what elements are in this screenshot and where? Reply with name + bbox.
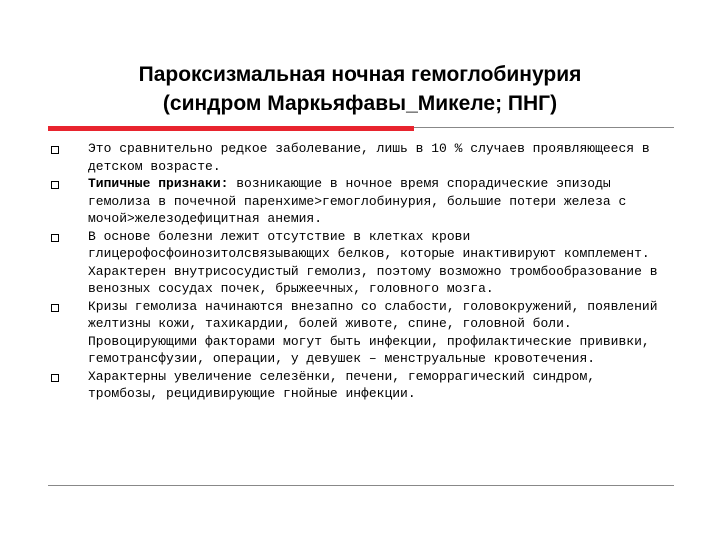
- bullet-text: Это сравнительно редкое заболевание, лишь в 10 % случаев проявляющееся в детском возрасте.: [88, 141, 650, 174]
- bullet-list: [48, 140, 668, 403]
- hollow-square-bullet-icon: [51, 181, 59, 189]
- list-item: [48, 140, 668, 175]
- list-item: [48, 228, 668, 298]
- bullet-text: В основе болезни лежит отсутствие в клетках крови глицерофосфоинозитолсвязывающих белков, которые инактивируют комплемент. Характерен внутрисосудистый гемолиз, поэтому возможно тромбообразование в венозных сосудах почек, брыжеечных, головного мозга.: [88, 228, 658, 296]
- list-item: [48, 175, 668, 228]
- red-accent-bar: [48, 126, 414, 131]
- list-item: [48, 368, 668, 403]
- bullet-text: Характерны увеличение селезёнки, печени, геморрагический синдром, тромбозы, рецидивирующие гнойные инфекции.: [88, 368, 596, 401]
- list-item: [48, 298, 668, 368]
- bottom-divider: [48, 485, 674, 486]
- slide-title-line1: Пароксизмальная ночная гемоглобинурия: [138, 63, 582, 86]
- bullet-text: возникающие в ночное время спорадические эпизоды гемолиза в почечной паренхиме>гемоглобинурия, большие потери железа с мочой>железодефицитная анемия.: [88, 176, 627, 226]
- slide-title-line2: (синдром Маркьяфавы_Микеле; ПНГ): [162, 92, 558, 115]
- slide-title: [60, 60, 660, 118]
- bullet-text: Кризы гемолиза начинаются внезапно со слабости, головокружений, появлений желтизны кожи, тахикардии, болей животе, спине, головной боли. Провоцирующими факторами могут быть инфекции, профилактические прививки, гемотрансфузии, операции, у девушек – менструальные кровотечения.: [88, 298, 658, 366]
- hollow-square-bullet-icon: [51, 304, 59, 312]
- hollow-square-bullet-icon: [51, 234, 59, 242]
- bullet-lead: Типичные признаки:: [88, 176, 229, 191]
- hollow-square-bullet-icon: [51, 146, 59, 154]
- hollow-square-bullet-icon: [51, 374, 59, 382]
